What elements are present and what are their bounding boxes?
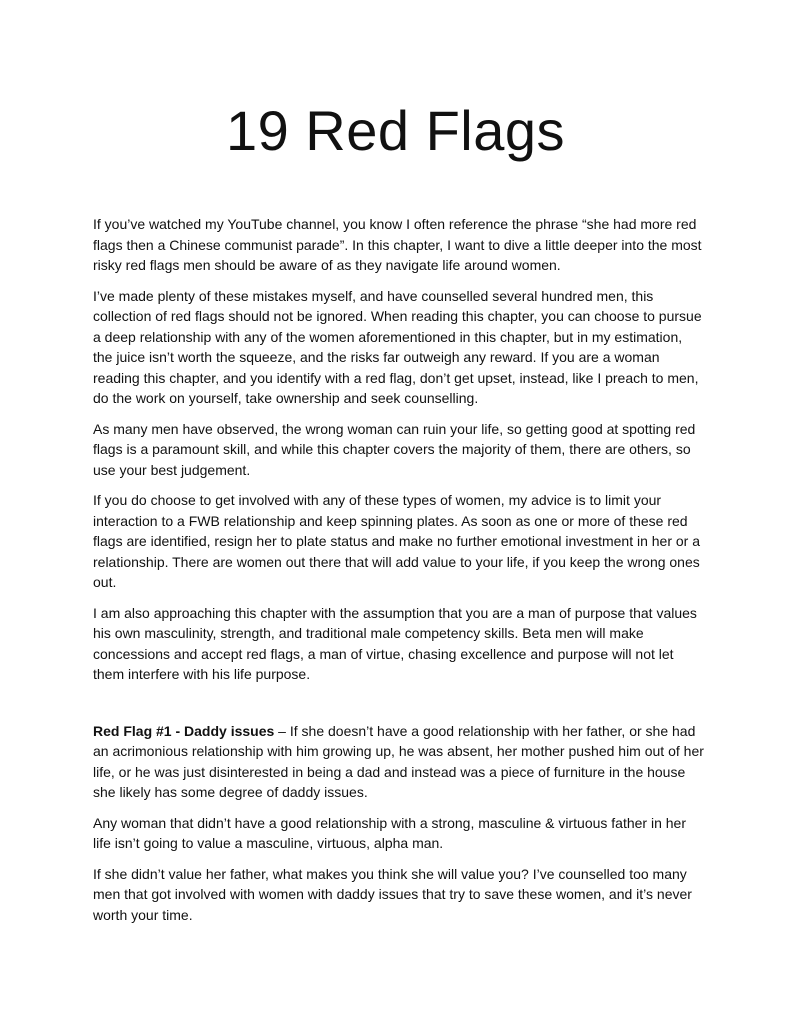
red-flag-1-paragraph-2: Any woman that didn’t have a good relationship with a strong, masculine & virtuous father in her life isn’t going to value a masculine, virtuous, alpha man. [93,814,686,851]
document-body [93,214,705,935]
red-flag-1-paragraph-3: If she didn’t value her father, what makes you think she will value you? I’ve counselled too many men that got involved with women with daddy issues that try to save these women, and it’s never worth your time. [93,865,692,923]
red-flag-1-heading: Red Flag #1 - Daddy issues [93,722,275,739]
intro-paragraph-2: I’ve made plenty of these mistakes myself, and have counselled several hundred men, this collection of red flags should not be ignored. When reading this chapter, you can choose to pursue a deep relationship with any of the women aforementioned in this chapter, but in my estimation, the juice isn’t worth the squeeze, and the risks far outweigh any reward. If you are a woman reading this chapter, and you identify with a red flag, don’t get upset, instead, like I preach to men, do the work on yourself, take ownership and seek counselling. [93,287,702,406]
red-flag-1-paragraph [93,721,705,803]
document-title: 19 Red Flags [225,99,566,162]
intro-paragraph-3: As many men have observed, the wrong woman can ruin your life, so getting good at spotting red flags is a paramount skill, and while this chapter covers the majority of them, there are others, so use your best judgement. [93,420,696,478]
intro-paragraph-5: I am also approaching this chapter with the assumption that you are a man of purpose that values his own masculinity, strength, and traditional male competency skills. Beta men will make concessions and accept red flags, a man of virtue, chasing excellence and purpose will not let them interfere with his life purpose. [93,604,697,682]
intro-paragraph-1: If you’ve watched my YouTube channel, you know I often reference the phrase “she had more red flags then a Chinese communist parade”. In this chapter, I want to dive a little deeper into the most risky red flags men should be aware of as they navigate life around women. [93,216,702,273]
red-flag-1-text: – If she doesn’t have a good relationship with her father, or she had an acrimonious relationship with him growing up, he was absent, her mother pushed him out of her life, or he was just disinterested in being a dad and instead was a piece of furniture in the house she likely has some degree of daddy issues. [93,722,704,800]
intro-paragraph-4: If you do choose to get involved with any of these types of women, my advice is to limit your interaction to a FWB relationship and keep spinning plates. As soon as one or more of these red flags are identified, resign her to plate status and make no further emotional investment in her or a relationship. There are women out there that will add value to your life, if you keep the wrong ones out. [93,492,701,590]
